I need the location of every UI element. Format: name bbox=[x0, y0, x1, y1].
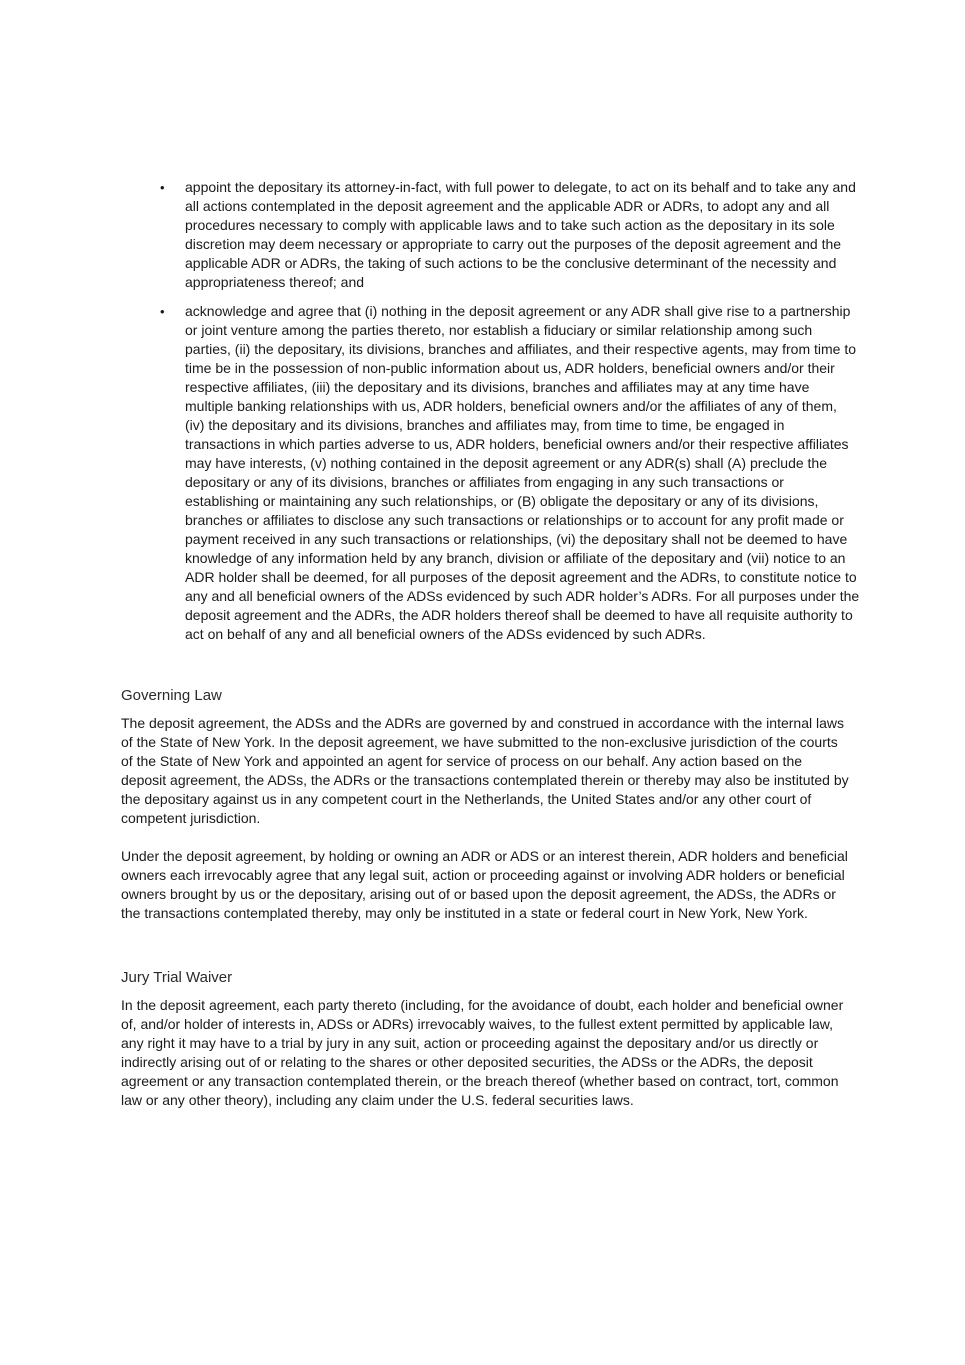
bullet-text: acknowledge and agree that (i) nothing in the deposit agreement or any ADR shall give rise to a partnership or joint venture among the parties thereto, nor establish a fiduciary or similar relationship among such parties, (ii) the depositary, its divisions, branches and affiliates, and their respective agents, may from time to time be in the possession of non-public information about us, ADR holders, beneficial owners and/or their respective affiliates, (iii) the depositary and its divisions, branches and affiliates may at any time have multiple banking relationships with us, ADR holders, beneficial owners and/or the affiliates of any of them, (iv) the depositary and its divisions, branches and affiliates may, from time to time, be engaged in transactions in which parties adverse to us, ADR holders, beneficial owners and/or their respective affiliates may have interests, (v) nothing contained in the deposit agreement or any ADR(s) shall (A) preclude the depositary or any of its divisions, branches or affiliates from engaging in any such transactions or establishing or maintaining any such relationships, or (B) obligate the depositary or any of its divisions, branches or affiliates to disclose any such transactions or relationships or to account for any profit made or payment received in any such transactions or relationships, (vi) the depositary shall not be deemed to have knowledge of any information held by any branch, division or affiliate of the depositary and (vii) notice to an ADR holder shall be deemed, for all purposes of the deposit agreement and the ADRs, to constitute notice to any and all beneficial owners of the ADSs evidenced by such ADR holder’s ADRs. For all purposes under the deposit agreement and the ADRs, the ADR holders thereof shall be deemed to have all requisite authority to act on behalf of any and all beneficial owners of the ADSs evidenced by such ADRs. bbox=[185, 303, 860, 642]
bullet-list bbox=[160, 178, 860, 654]
jury-trial-waiver-section bbox=[121, 968, 849, 1129]
governing-law-section bbox=[121, 686, 849, 942]
paragraph: In the deposit agreement, each party thereto (including, for the avoidance of doubt, each holder and beneficial owner of, and/or holder of interests in, ADSs or ADRs) irrevocably waives, to the fullest extent permitted by applicable law, any right it may have to a trial by jury in any suit, action or proceeding against the depositary and/or us directly or indirectly arising out of or relating to the shares or other deposited securities, the ADSs or the ADRs, the deposit agreement or any transaction contemplated therein, or the breach thereof (whether based on contract, tort, common law or any other theory), including any claim under the U.S. federal securities laws. bbox=[121, 997, 844, 1108]
paragraph: Under the deposit agreement, by holding or owning an ADR or ADS or an interest therein, ADR holders and beneficial owners each irrevocably agree that any legal suit, action or proceeding against or involving ADR holders or beneficial owners brought by us or the depositary, arising out of or based upon the deposit agreement, the ADSs, the ADRs or the transactions contemplated thereby, may only be instituted in a state or federal court in New York, New York. bbox=[121, 848, 848, 921]
section-heading: Jury Trial Waiver bbox=[121, 969, 233, 986]
section-heading: Governing Law bbox=[121, 687, 222, 704]
list-item bbox=[160, 178, 860, 292]
bullet-marker: • bbox=[160, 180, 165, 195]
bullet-text: appoint the depositary its attorney-in-fact, with full power to delegate, to act on its behalf and to take any and all actions contemplated in the deposit agreement and the applicable ADR or ADRs, to adopt any and all procedures necessary to comply with applicable laws and to take such action as the depositary in its sole discretion may deem necessary or appropriate to carry out the purposes of the deposit agreement and the applicable ADR or ADRs, the taking of such actions to be the conclusive determinant of the necessity and appropriateness thereof; and bbox=[185, 179, 856, 290]
list-item bbox=[160, 302, 860, 644]
bullet-marker: • bbox=[160, 304, 165, 319]
paragraph: The deposit agreement, the ADSs and the ADRs are governed by and construed in accordance with the internal laws of the State of New York. In the deposit agreement, we have submitted to the non-exclusive jurisdiction of the courts of the State of New York and appointed an agent for service of process on our behalf. Any action based on the deposit agreement, the ADSs, the ADRs or the transactions contemplated therein or thereby may also be instituted by the depositary against us in any competent court in the Netherlands, the United States and/or any other court of competent jurisdiction. bbox=[121, 715, 849, 826]
